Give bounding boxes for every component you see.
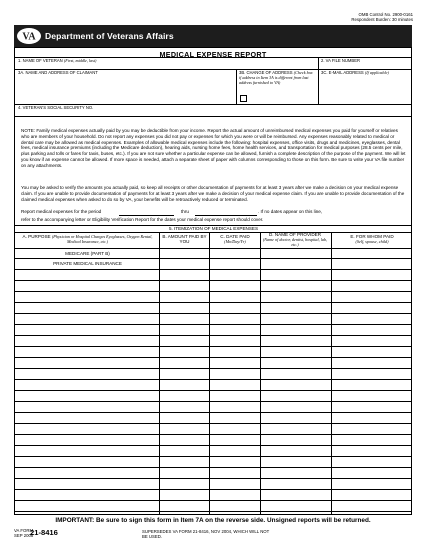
table-row[interactable] [15,489,412,490]
period-start-field[interactable] [119,215,174,216]
table-row[interactable] [15,379,412,380]
change-of-address-label: 3B. CHANGE OF ADDRESS (Check box if address in Item 3A is different from last address furnished to VA) [239,70,313,85]
table-row[interactable] [15,423,412,424]
footer-form-label: VA FORM SEP 2008 [14,528,34,538]
respondent-burden: Respondent Burden: 30 minutes [351,17,413,23]
table-row[interactable] [15,445,412,446]
table-row[interactable] [15,467,412,468]
table-row[interactable] [15,500,412,501]
claimant-address-label: 3A. NAME AND ADDRESS OF CLAIMANT [18,70,98,75]
divider [15,248,412,249]
change-of-address-checkbox[interactable] [240,95,247,102]
divider [260,232,261,514]
ssn-field[interactable] [18,110,408,115]
table-row[interactable] [15,324,412,325]
documentation-paragraph: You may be asked to verify the amounts you actually paid, so keep all receipts or other documentation of payments for at least 3 years after we make a decision on your medical expense claim. If you are unable to provide documentation of payments for at least 3 years after we make a decision of your medical expense claim. If you are unable to provide documentation of the claimed medical expenses when asked to do so by VA, your benefits will be retroactively reduced or terminated. [21,185,405,202]
table-row[interactable] [15,291,412,292]
table-row[interactable] [15,313,412,314]
divider [15,232,412,233]
table-row[interactable] [15,280,412,281]
divider [331,232,332,514]
ssn-label: 4. VETERAN'S SOCIAL SECURITY NO. [18,105,94,110]
report-period-line: Report medical expenses for the period [21,209,102,214]
department-name: Department of Veterans Affairs [45,31,174,41]
table-row[interactable] [15,335,412,336]
footer-form-number: 21-8416 [30,528,58,537]
column-for-whom-header: E. FOR WHOM PAID (Self, spouse, child) [350,234,394,245]
note-paragraph: NOTE: Family medical expenses actually paid by you may be deductible from your income. Report the actual amount of unreimbursed medical expenses you paid for yourself or relatives who are members of your household. Do not report any expenses you did not pay or expenses for which you were or will be reimbursed. Any expenses reasonably related to medical or dental care may be allowed as medical expenses. Examples of allowable medical expenses include the following: hospital expenses, office visits, drugs and medicines, eyeglasses, dental fees, medical insurance premiums (including the Medicare deduction), hearing aids, nursing home fees, home health services, and transportation for medical purposes (28.5 cents per mile, plus parking and tolls or fares for taxis, buses, etc.). If you are not sure whether a particular expense can be allowed, furnish a complete description of the purpose of the payment. We will let you know if an expense cannot be allowed. If more space is needed, attach a separate sheet of paper with columns corresponding to those on this form. Be sure to write your VA file number on any attachments. [21,128,406,168]
table-row[interactable] [15,456,412,457]
table-row[interactable] [15,412,412,413]
important-notice: IMPORTANT: Be sure to sign this form in Item 7A on the reverse side. Unsigned reports will be returned. [55,517,371,524]
column-date-header: C. DATE PAID (Mo/Day/Yr) [220,234,250,245]
table-row[interactable] [15,434,412,435]
divider [318,69,319,104]
column-provider-header: D. NAME OF PROVIDER (Name of doctor, dentist, hospital, lab, etc.) [262,232,328,248]
table-row[interactable] [15,401,412,402]
va-logo-icon [16,27,42,45]
table-row[interactable] [15,390,412,391]
period-suffix: . If no dates appear on this line, [258,209,323,214]
medicare-label: MEDICARE (PART B) [65,251,110,256]
table-row[interactable] [15,269,412,270]
va-header-bar [14,25,412,47]
va-file-number-label: 2. VA FILE NUMBER [321,58,361,63]
omb-info [351,12,413,23]
divider [15,258,412,259]
period-instruction: refer to the accompanying letter or Eligibility Verification Report for the dates your medical expense report should cover. [21,217,264,222]
table-row[interactable] [15,346,412,347]
divider [209,232,210,514]
table-row[interactable] [15,511,412,512]
column-amount-header: B. AMOUNT PAID BY YOU [162,234,207,245]
email-field[interactable] [321,76,411,102]
table-row[interactable] [15,357,412,358]
table-row[interactable] [15,478,412,479]
divider [318,57,319,69]
email-label: 3C. E-MAIL ADDRESS (If applicable) [321,70,389,75]
form-title: MEDICAL EXPENSE REPORT [159,50,267,59]
table-row[interactable] [15,368,412,369]
claimant-address-field[interactable] [18,76,234,102]
table-row[interactable] [15,302,412,303]
omb-control-number: OMB Control No. 2900-0161 [358,12,413,17]
divider [159,232,160,514]
footer-supersedes: SUPERSEDES VA FORM 21-8416, NOV 2004, WHICH WILL NOT BE USED. [142,529,270,539]
svg-text:VA: VA [22,31,36,43]
private-insurance-label: PRIVATE MEDICAL INSURANCE [53,261,122,266]
divider [15,116,412,117]
period-end-field[interactable] [195,215,257,216]
column-purpose-header: A. PURPOSE (Physician or Hospital Charges Eyeglasses, Oxygen Rental, Medical Insurance, etc.) [22,234,153,245]
form-body [14,47,412,515]
veteran-name-label: 1. NAME OF VETERAN (First, middle, last) [18,58,97,63]
divider [236,69,237,104]
itemization-title: 5. ITEMIZATION OF MEDICAL EXPENSES [168,226,259,231]
period-thru-label: thru [181,209,189,214]
